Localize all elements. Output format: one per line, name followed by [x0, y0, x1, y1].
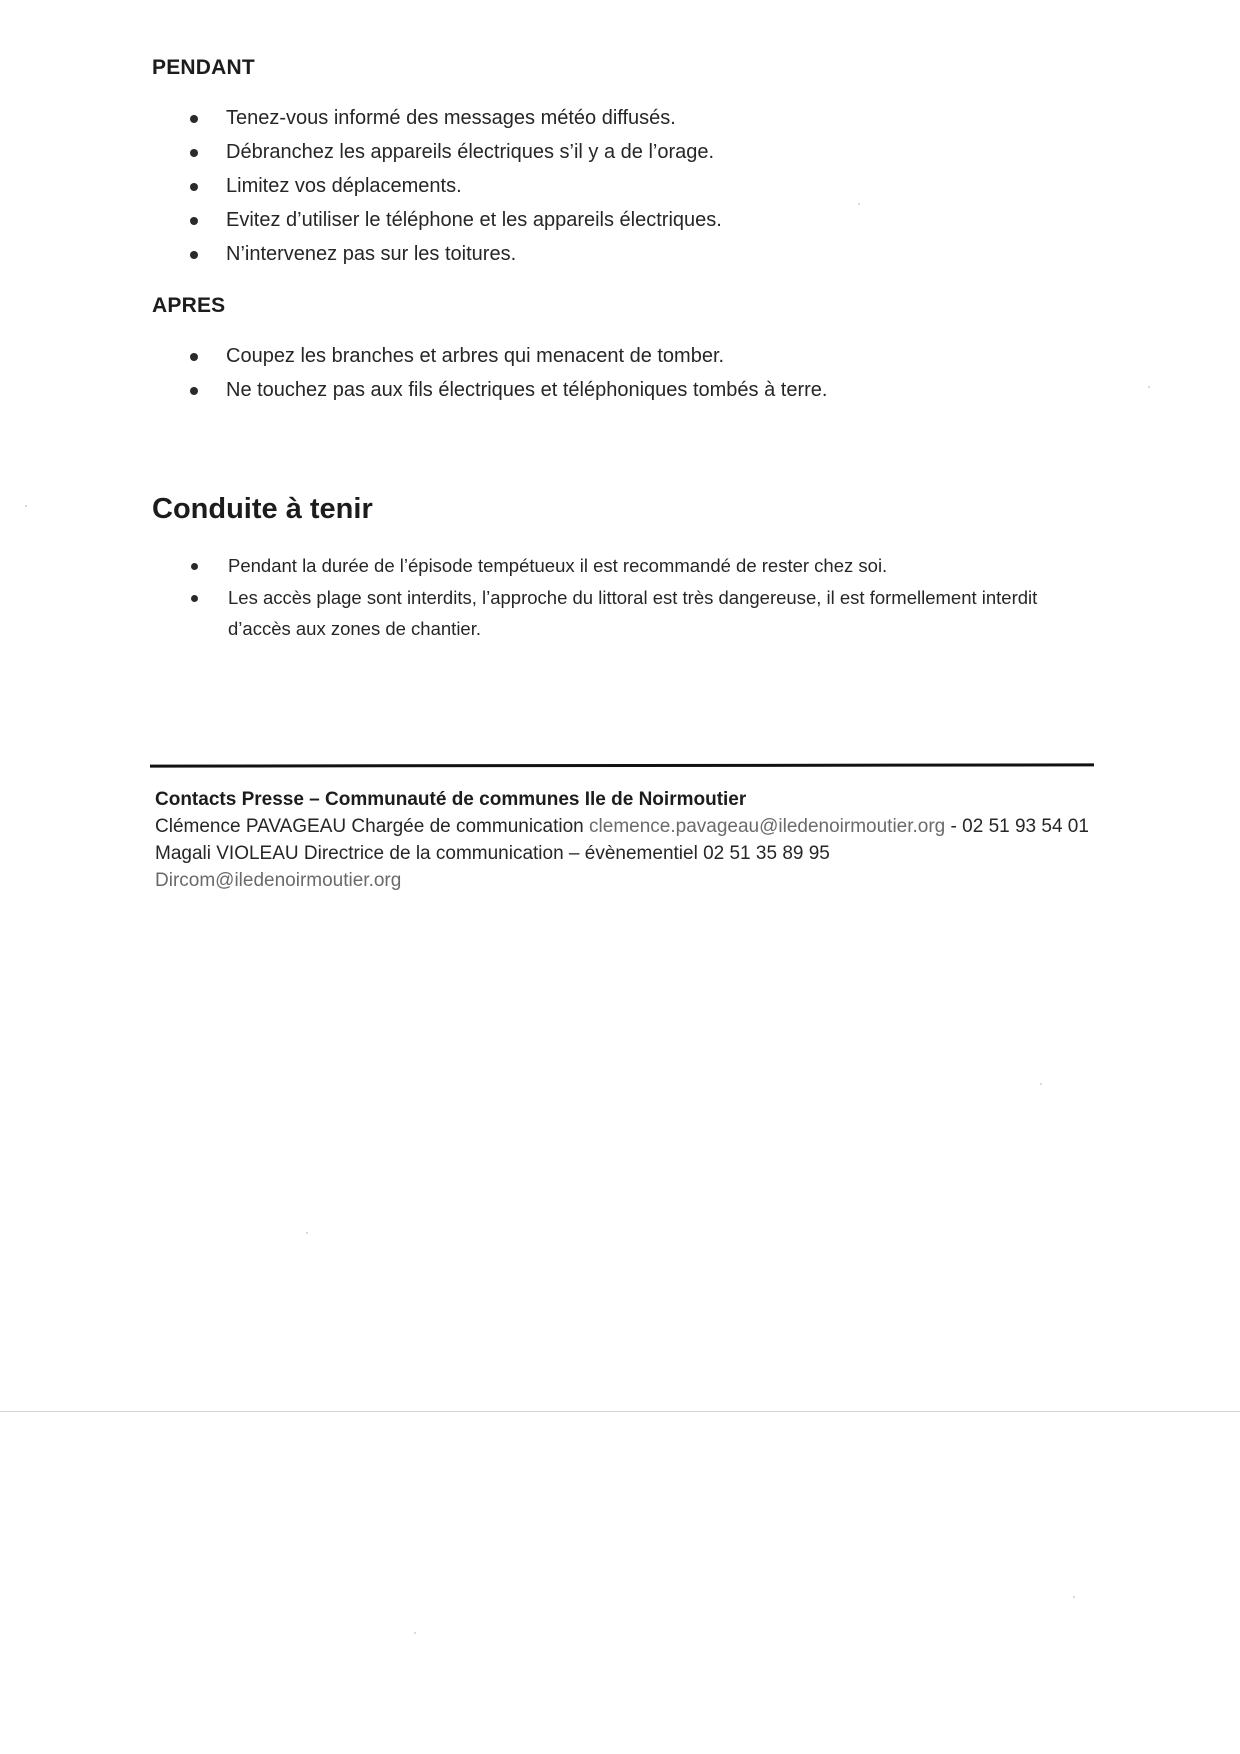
contact-violeau-email[interactable]: Dircom@iledenoirmoutier.org [155, 870, 402, 891]
scan-speck [1148, 386, 1150, 388]
scan-speck [1040, 1083, 1042, 1085]
scan-speck [25, 505, 27, 507]
list-item [152, 582, 1092, 644]
pendant-list [152, 101, 722, 271]
list-item [152, 135, 722, 169]
bullet-icon [190, 217, 198, 225]
contact-pavageau-phone: - 02 51 93 54 01 [945, 816, 1089, 837]
bullet-icon [191, 563, 198, 570]
apres-heading: APRES [152, 294, 226, 317]
list-item [152, 169, 722, 203]
contacts-heading: Contacts Presse – Communauté de communes Ile de Noirmoutier [155, 789, 747, 810]
apres-list [152, 339, 827, 407]
list-item-text: Limitez vos déplacements. [226, 175, 462, 197]
conduite-heading: Conduite à tenir [152, 493, 373, 525]
list-item [152, 203, 722, 237]
scan-speck [306, 1232, 308, 1234]
list-item-text: N’intervenez pas sur les toitures. [226, 243, 517, 265]
list-item-text: Tenez-vous informé des messages météo diffusés. [226, 107, 676, 129]
scan-speck [414, 1632, 416, 1634]
scan-speck [1073, 1596, 1075, 1598]
bullet-icon [190, 115, 198, 123]
list-item [152, 550, 1092, 581]
section-divider [150, 763, 1094, 767]
contact-pavageau-email[interactable]: clemence.pavageau@iledenoirmoutier.org [589, 816, 946, 837]
list-item-text: Ne touchez pas aux fils électriques et téléphoniques tombés à terre. [226, 379, 828, 401]
contact-pavageau [155, 813, 1095, 840]
bullet-icon [190, 387, 198, 395]
bullet-icon [190, 183, 198, 191]
bullet-icon [190, 353, 198, 361]
list-item-text: Débranchez les appareils électriques s’il y a de l’orage. [226, 141, 715, 163]
list-item-text: Les accès plage sont interdits, l’approche du littoral est très dangereuse, il est formellement interdit d’accès aux zones de chantier. [228, 587, 1038, 639]
scan-fold-line [0, 1411, 1240, 1412]
list-item [152, 373, 827, 407]
scan-speck [858, 203, 860, 205]
bullet-icon [190, 251, 198, 259]
conduite-list [152, 550, 1092, 645]
list-item [152, 101, 722, 135]
contact-pavageau-text: Clémence PAVAGEAU Chargée de communication [155, 816, 590, 837]
press-contacts [155, 786, 1095, 894]
list-item-text: Coupez les branches et arbres qui menacent de tomber. [226, 345, 725, 367]
bullet-icon [191, 595, 198, 602]
pendant-heading: PENDANT [152, 56, 255, 79]
bullet-icon [190, 149, 198, 157]
list-item [152, 237, 722, 271]
list-item-text: Pendant la durée de l’épisode tempétueux il est recommandé de rester chez soi. [228, 555, 888, 576]
contact-violeau: Magali VIOLEAU Directrice de la communication – évènementiel 02 51 35 89 95 [155, 843, 830, 864]
list-item-text: Evitez d’utiliser le téléphone et les appareils électriques. [226, 209, 722, 231]
list-item [152, 339, 827, 373]
